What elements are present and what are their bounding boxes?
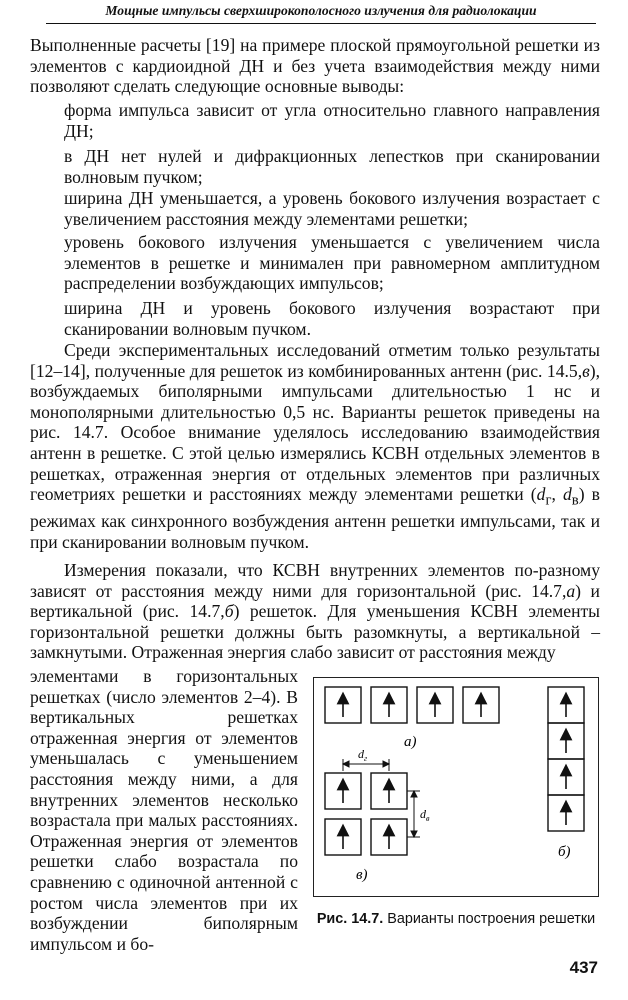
running-header: Мощные импульсы сверхширокополосного излучения для радиолокации xyxy=(105,3,537,18)
paragraph-continuation: элементами в горизонтальных решетках (число элементов 2–4). В вертикальных решетках отраженная энергия от элементов уменьшалась с уменьшением расстояния между ними, а для внутренних элементов несколько возрастала при малых расстояниях. Отраженная энергия от элементов решетки слабо возрастала по сравнению с одиночной антенной с ростом числа элементов при их возбуждении биполярным импульсом и бо- xyxy=(30,666,298,954)
caption-text: Варианты построения решетки xyxy=(383,911,596,927)
caption-number: Рис. 14.7. xyxy=(316,911,384,927)
paragraph-intro: Выполненные расчеты [19] на примере плоской прямоугольной решетки из элементов с кардиоидной ДН и без учета взаимодействия между ними позволяют сделать следующие основные выводы: xyxy=(30,35,600,97)
header-rule xyxy=(46,23,596,24)
list-item: ширина ДН уменьшается, а уровень бокового излучения возрастает с увеличением расстояния между элементами решетки; xyxy=(64,188,600,229)
var-dv: d xyxy=(563,484,572,505)
figure-caption xyxy=(313,910,599,928)
text-run: б xyxy=(224,601,234,622)
paragraph-measurements xyxy=(30,560,600,663)
list-item: уровень бокового излучения уменьшается с увеличением числа элементов в решетке и минимален при равномерном амплитудном распределении возбуждающих импульсов; xyxy=(64,232,600,294)
text-run: ) в режимах как синхронного возбуждения антенн решетки импульсами, так и при сканировании волновым пучком. xyxy=(30,484,600,552)
list-item: ширина ДН и уровень бокового излучения возрастают при сканировании волновым пучком. xyxy=(64,298,600,339)
label-dg: $d_г$ xyxy=(358,747,368,763)
var-dg: d xyxy=(536,484,546,505)
dimension-vertical xyxy=(407,791,420,837)
text-run: а xyxy=(566,580,576,601)
list-item: в ДН нет нулей и дифракционных лепестков при сканировании волновым пучком; xyxy=(64,146,600,187)
figure-14-7 xyxy=(313,677,599,897)
subfigure-label-b: б) xyxy=(558,844,571,860)
text-run: Измерения показали, что КСВН внутренних элементов по-разному зависят от расстояния между ними для горизонтальной (рис. 14.7, xyxy=(30,560,600,601)
subfigure-label-c: в) xyxy=(356,867,368,883)
page-number: 437 xyxy=(569,958,598,977)
var-dv-sub: в xyxy=(571,492,579,509)
paragraph-experiments xyxy=(30,340,600,552)
label-dv: $d_в$ xyxy=(420,807,430,823)
text-run: ) и вертикальной (рис. 14.7, xyxy=(30,580,600,622)
text-run: , xyxy=(551,484,563,505)
subfigure-label-a: а) xyxy=(404,734,417,750)
array-diagram xyxy=(314,678,598,896)
text-run: Среди экспериментальных исследований отметим только результаты [12–14], полученные для решеток из комбинированных антенн (рис. 14.5, xyxy=(30,340,600,381)
var-dg-sub: г xyxy=(545,492,552,509)
text-run: в xyxy=(582,360,590,381)
list-item: форма импульса зависит от угла относительно главного направления ДН; xyxy=(64,100,600,141)
text-run: ) решеток. Для уменьшения КСВН элементы горизонтальной решетки должны быть разомкнуты, а вертикальной – замкнутыми. Отраженная энергия слабо зависит от расстояния между xyxy=(30,601,601,663)
text-run: ), возбуждаемых биполярными импульсами длительностью 1 нс и монополярными длительностью 0,5 нс. Варианты решеток приведены на рис. 14.7. Особое внимание уделялось исследованию взаимодействия антенн в решетке. С этой целью измерялись КСВН отдельных элементов в решетках, отраженная энергия от отдельных элементов при различных геометриях решетки и расстояниях между элементами решетки ( xyxy=(30,360,600,505)
